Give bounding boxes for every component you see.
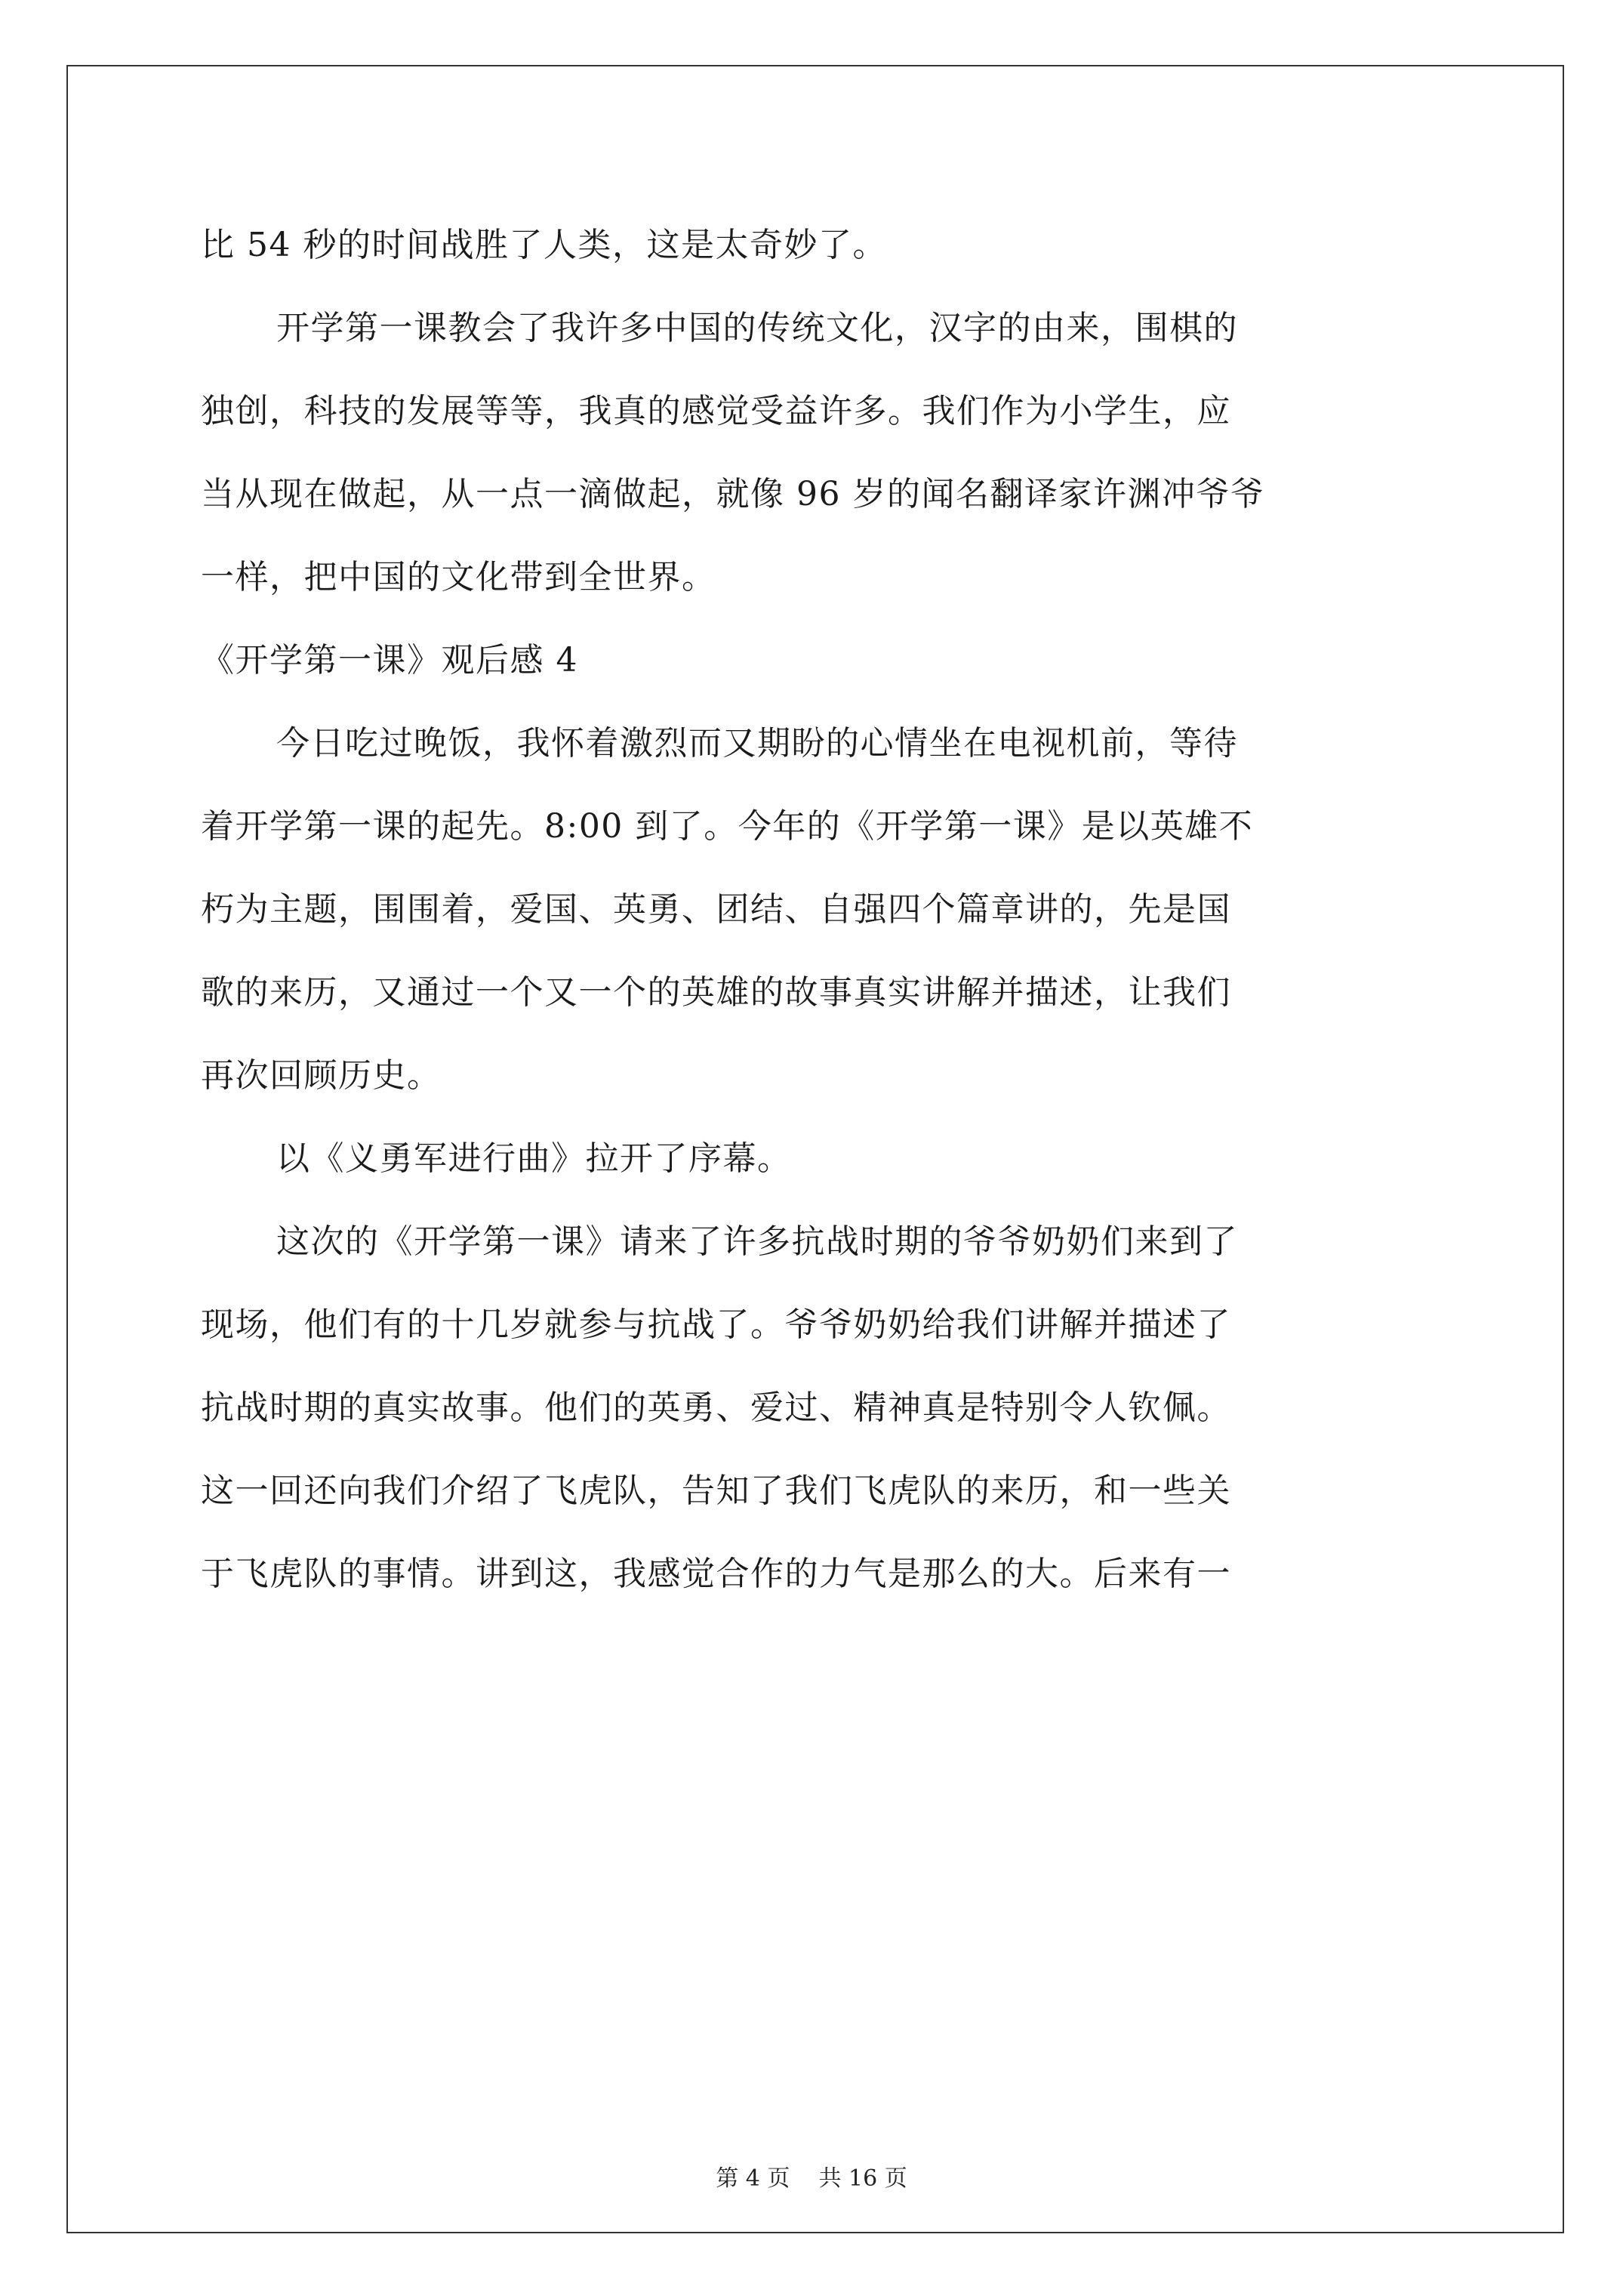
document-body: [201, 204, 1435, 1616]
text-line: 当从现在做起，从一点一滴做起，就像 96 岁的闻名翻译家许渊冲爷爷: [201, 475, 1265, 513]
text-line: 这一回还向我们介绍了飞虎队，告知了我们飞虎队的来历，和一些关: [201, 1472, 1231, 1510]
text-line: 再次回顾历史。: [201, 1056, 442, 1095]
text-line: 今日吃过晚饭，我怀着激烈而又期盼的心情坐在电视机前，等待: [276, 724, 1238, 763]
section-heading: 《开学第一课》观后感 4: [201, 641, 578, 680]
text-line: 着开学第一课的起先。8:00 到了。今年的《开学第一课》是以英雄不: [201, 807, 1254, 846]
text-line: 独创，科技的发展等等，我真的感觉受益许多。我们作为小学生，应: [201, 392, 1231, 430]
text-line: 于飞虎队的事情。讲到这，我感觉合作的力气是那么的大。后来有一: [201, 1555, 1231, 1593]
text-line: 现场，他们有的十几岁就参与抗战了。爷爷奶奶给我们讲解并描述了: [201, 1305, 1231, 1344]
text-line: 歌的来历，又通过一个又一个的英雄的故事真实讲解并描述，让我们: [201, 973, 1231, 1012]
text-line: 抗战时期的真实故事。他们的英勇、爱过、精神真是特别令人钦佩。: [201, 1388, 1231, 1427]
text-line: 以《义勇军进行曲》拉开了序幕。: [276, 1139, 792, 1178]
page-footer: 第 4 页 共 16 页: [716, 2165, 907, 2192]
text-line: 开学第一课教会了我许多中国的传统文化，汉字的由来，围棋的: [276, 309, 1238, 347]
text-line: 朽为主题，围围着，爱国、英勇、团结、自强四个篇章讲的，先是国: [201, 890, 1231, 929]
text-line: 一样，把中国的文化带到全世界。: [201, 558, 716, 596]
text-line: 这次的《开学第一课》请来了许多抗战时期的爷爷奶奶们来到了: [276, 1222, 1238, 1261]
text-line: 比 54 秒的时间战胜了人类，这是太奇妙了。: [201, 226, 887, 264]
